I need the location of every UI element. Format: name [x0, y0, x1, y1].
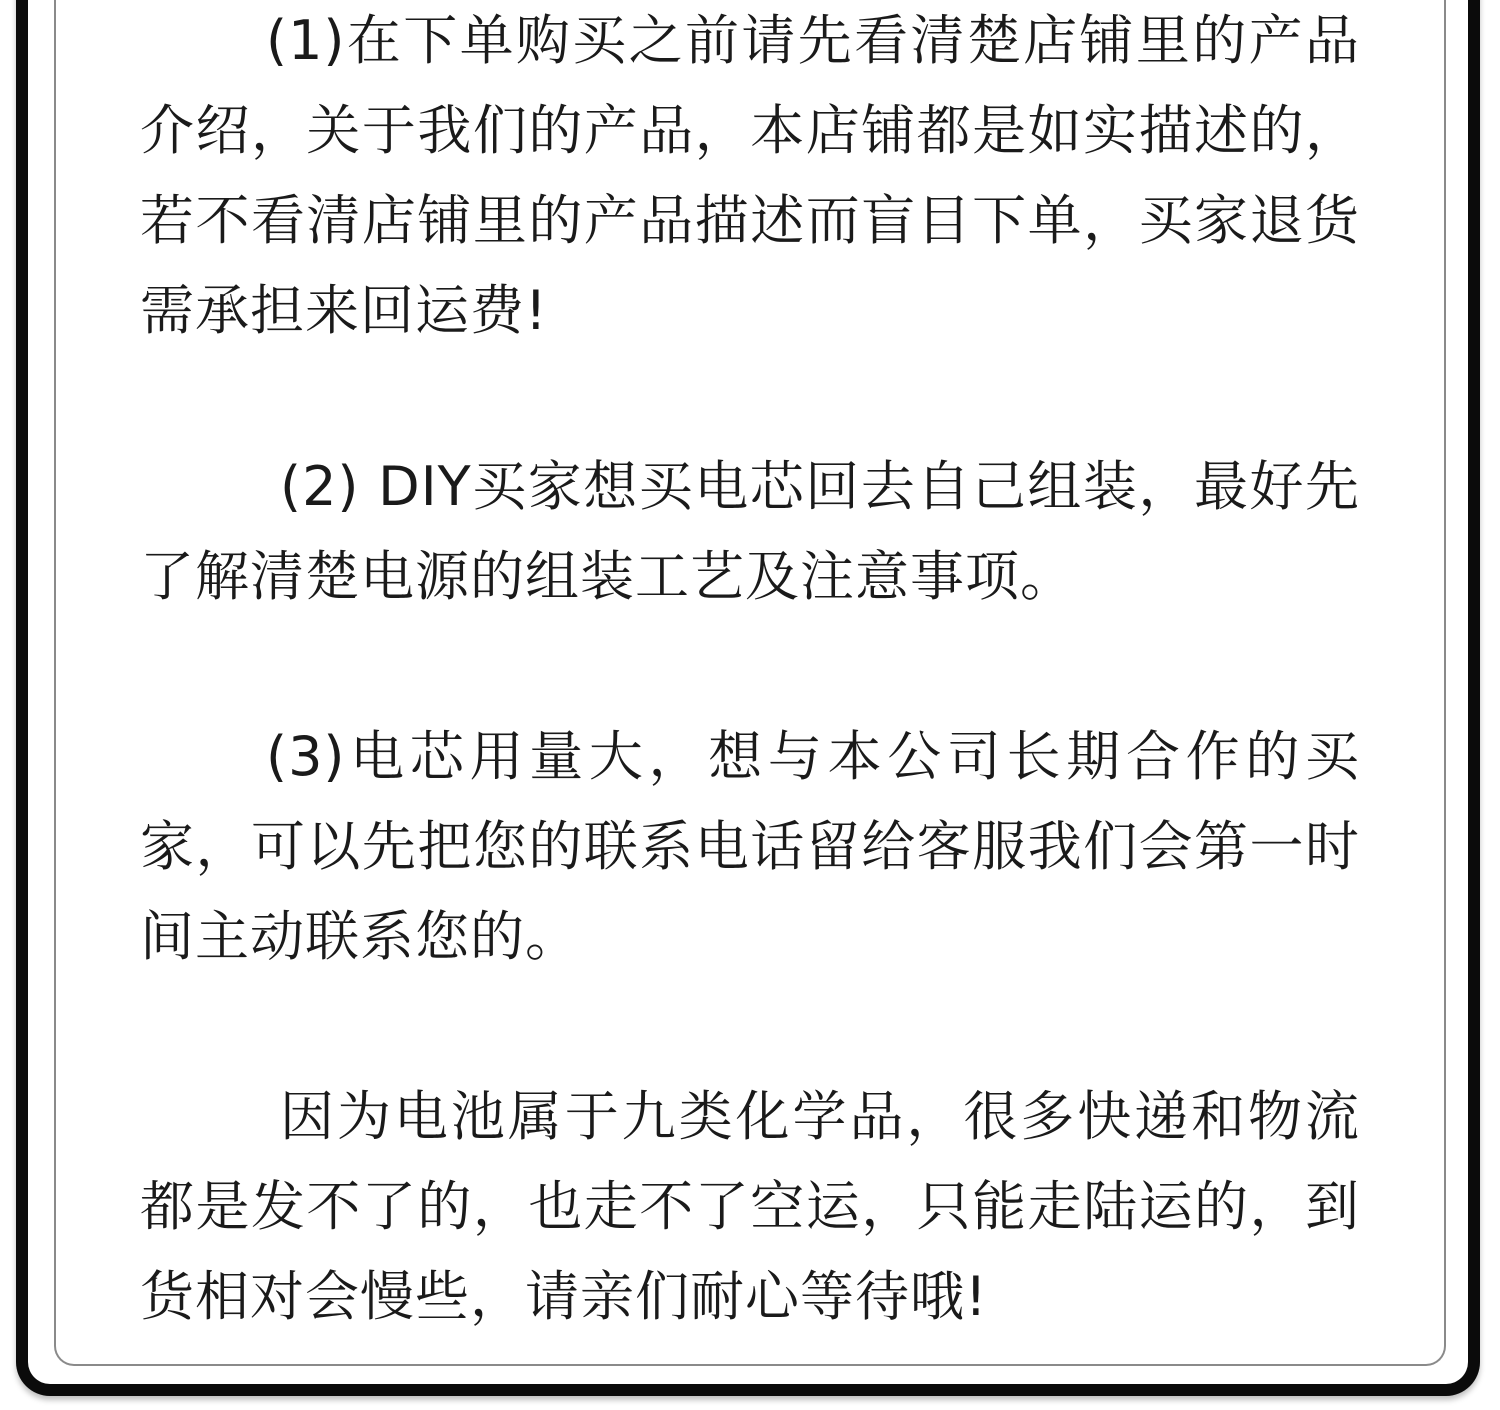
- notice-paragraph-1: (1)在下单购买之前请先看清楚店铺里的产品介绍，关于我们的产品，本店铺都是如实描述的，若不看清店铺里的产品描述而盲目下单，买家退货需承担来回运费!: [140, 9, 1360, 342]
- notice-paragraph-2: (2) DIY买家想买电芯回去自己组装，最好先了解清楚电源的组装工艺及注意事项。: [140, 455, 1360, 608]
- notice-paragraph-4: 因为电池属于九类化学品，很多快递和物流都是发不了的，也走不了空运，只能走陆运的，到货相对会慢些，请亲们耐心等待哦!: [140, 1085, 1360, 1328]
- notice-paragraph-3: (3)电芯用量大，想与本公司长期合作的买家，可以先把您的联系电话留给客服我们会第一时间主动联系您的。: [140, 725, 1360, 968]
